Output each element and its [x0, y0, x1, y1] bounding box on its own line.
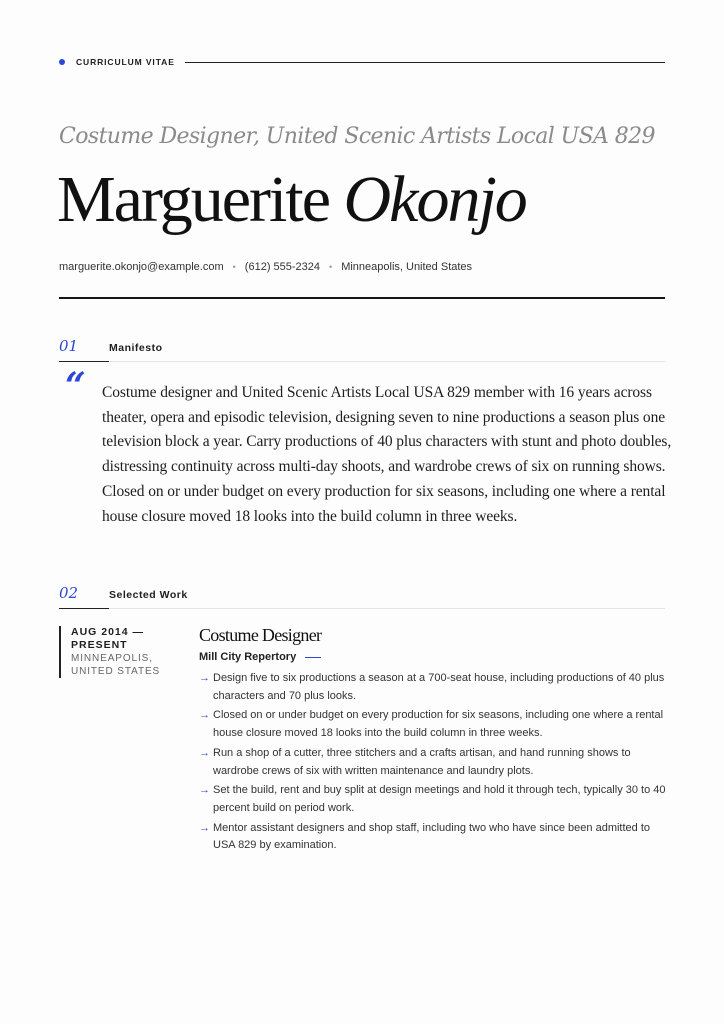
- job-entry: [199, 625, 669, 857]
- section-title: Selected Work: [109, 589, 188, 601]
- arrow-right-icon: →: [199, 821, 210, 834]
- location-text: Minneapolis, United States: [341, 261, 473, 273]
- bullet-text: Design five to six productions a season at a 700-seat house, including productions of 40 plus characters and 70 plus looks.: [213, 672, 665, 702]
- person-name: [57, 160, 526, 239]
- contact-row: [59, 261, 472, 273]
- company-row: [199, 651, 669, 663]
- header-divider: [59, 297, 665, 299]
- list-item: [199, 670, 669, 705]
- company-rule: [305, 657, 321, 658]
- bullet-text: Run a shop of a cutter, three stitchers and a crafts artisan, and hand running shows to wardrobe crews of six with written maintenance and laundry plots.: [213, 746, 631, 777]
- contact-separator: •: [232, 262, 236, 272]
- section-rule: [109, 361, 665, 362]
- arrow-right-icon: →: [199, 746, 210, 759]
- section-header-work: [59, 584, 665, 608]
- job-location: MINNEAPOLIS, UNITED STATES: [71, 653, 161, 677]
- header-rule: [185, 62, 665, 63]
- cv-label: CURRICULUM VITAE: [76, 57, 175, 67]
- section-rule-accent: [59, 608, 109, 609]
- accent-dot-icon: [59, 59, 65, 65]
- contact-separator: •: [329, 262, 333, 272]
- arrow-right-icon: →: [199, 709, 210, 722]
- job-role: Costume Designer: [199, 625, 322, 645]
- company-name: Mill City Repertory: [199, 651, 297, 663]
- last-name: Okonjo: [343, 163, 526, 236]
- cv-header-row: [59, 56, 665, 68]
- list-item: [199, 707, 669, 742]
- list-item: [199, 820, 669, 855]
- list-item: [199, 745, 669, 780]
- section-number: 02: [59, 584, 79, 602]
- section-number: 01: [59, 337, 79, 355]
- bullet-text: Set the build, rent and buy split at design meetings and hold it through tech, typically 30 to 40 percent build on period work.: [213, 784, 666, 814]
- section-title: Manifesto: [109, 342, 163, 354]
- bullet-text: Closed on or under budget on every production for six seasons, including one where a rental house closure moved 18 looks into the build column in three weeks.: [213, 709, 664, 740]
- job-meta: [59, 626, 191, 678]
- section-header-manifesto: [59, 337, 665, 361]
- job-bullets: [199, 670, 669, 855]
- job-dates: AUG 2014 — PRESENT: [71, 626, 145, 651]
- quote-icon: “: [65, 365, 86, 407]
- job-subtitle: Costume Designer, United Scenic Artists Local USA 829: [59, 124, 655, 149]
- manifesto-text: Costume designer and United Scenic Artists Local USA 829 member with 16 years across theater, opera and episodic television, designing seven to nine productions a season plus one television block a year. Carry productions of 40 plus characters with stunt and photo doubles, distressing continuity across multi-day shoots, and wardrobe crews of six on running shows. Closed on or under budget on every production for six seasons, including one where a rental house closure moved 18 looks into the build column in three weeks.: [102, 384, 672, 525]
- section-rule: [109, 608, 665, 609]
- section-rule-accent: [59, 361, 109, 362]
- phone-link[interactable]: (612) 555-2324: [244, 261, 321, 273]
- arrow-right-icon: →: [199, 784, 210, 797]
- first-name: Marguerite: [57, 163, 330, 236]
- bullet-text: Mentor assistant designers and shop staff, including two who have since been admitted to USA 829 by examination.: [213, 821, 651, 852]
- email-link[interactable]: marguerite.okonjo@example.com: [59, 261, 224, 273]
- list-item: [199, 782, 669, 817]
- arrow-right-icon: →: [199, 672, 210, 684]
